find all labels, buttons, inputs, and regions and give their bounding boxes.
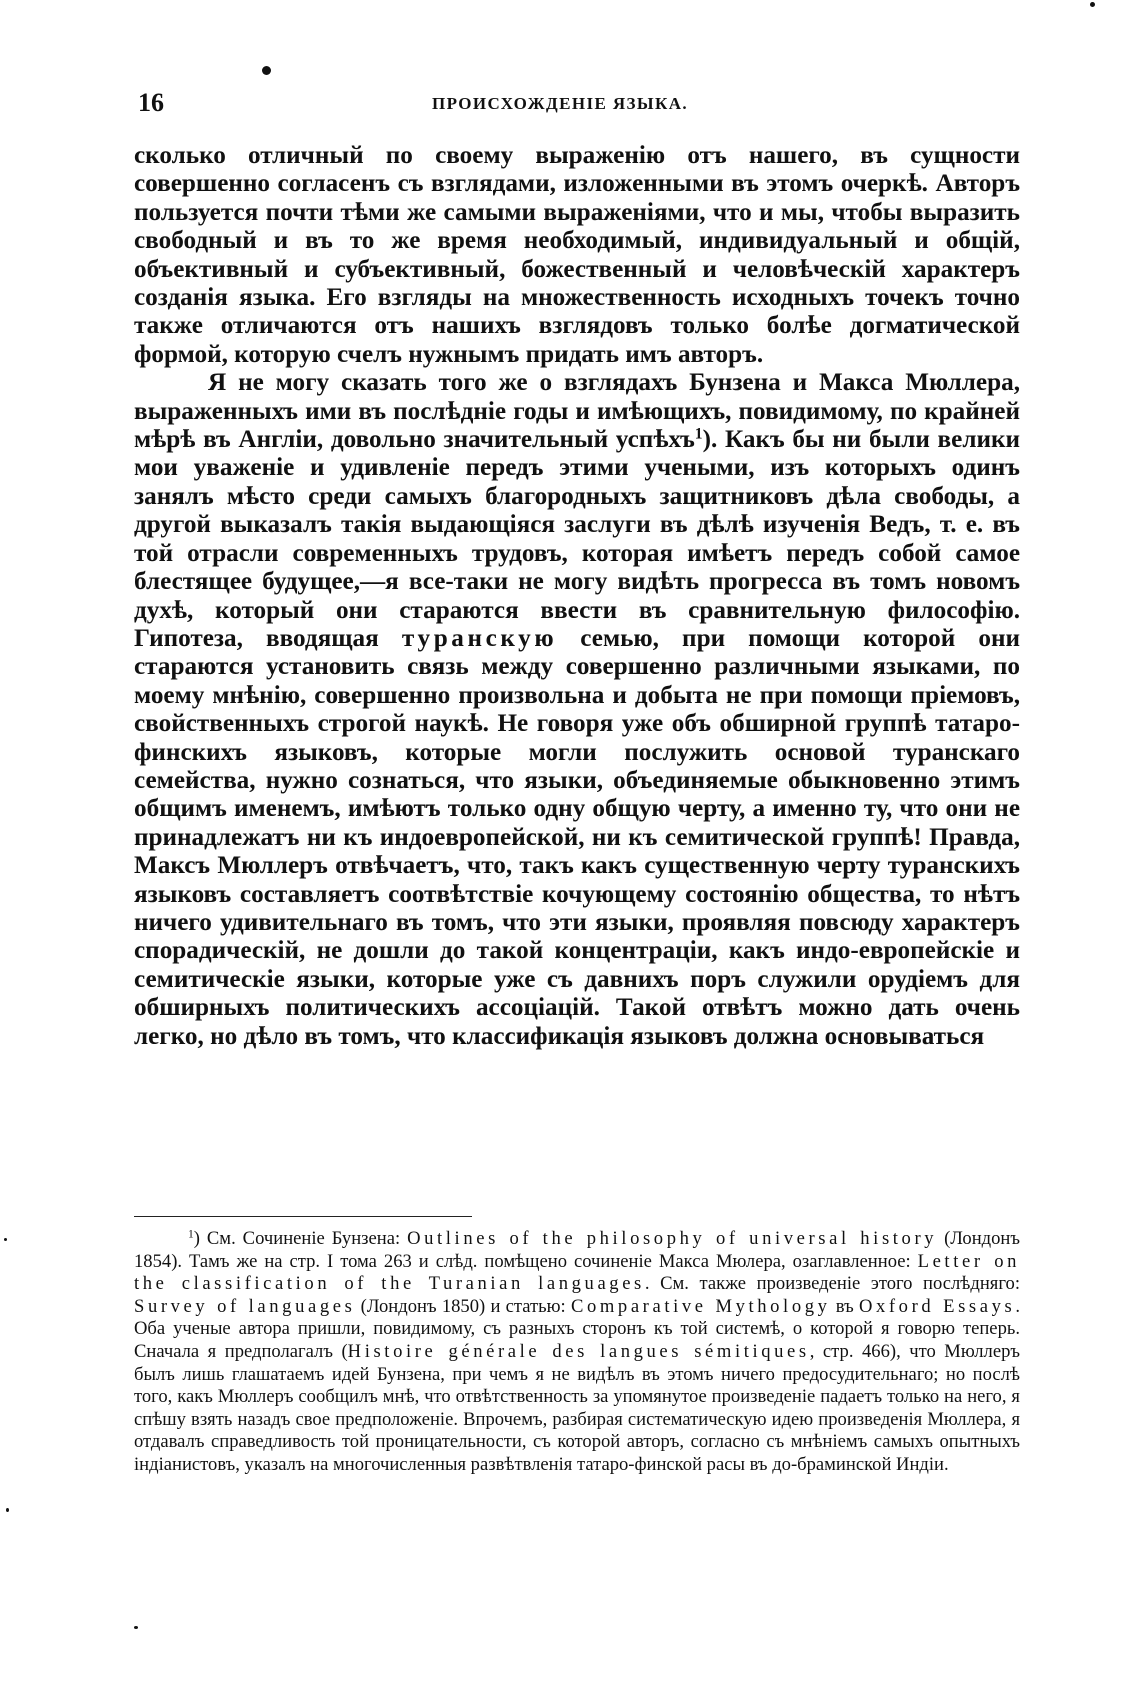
page-header <box>138 88 1022 122</box>
footnote-title: Comparative Mythology <box>570 1295 831 1317</box>
paragraph-2-part-c: семью, при помощи которой они стараются установить связь между совершенно различными языками, по моему мнѣнію, совершенно произвольна и добыта не при помощи пріемовъ, свойственныхъ строгой наукѣ. Не говоря уже объ обширной группѣ татаро-финскихъ языковъ, которые могли послужить основой туранскаго семейства, нужно сознаться, что языки, объединяемые обыкновенно этимъ общимъ именемъ, имѣютъ только одну общую черту, а именно ту, что они не принадлежатъ ни къ индоевропейской, ни къ семитической группѣ! Правда, Максъ Мюллеръ отвѣчаетъ, что, такъ какъ существенную черту туранскихъ языковъ составляетъ соотвѣтствіе кочующему состоянію общества, то нѣтъ ничего удивительнаго въ томъ, что эти языки, проявляя повсюду характеръ спорадическій, не дошли до такой концентраціи, какъ индо-европейскіе и семитическіе языки, которые уже съ давнихъ поръ служили орудіемъ для обширныхъ политическихъ ассоціацій. Такой отвѣтъ можно дать очень легко, но дѣло въ томъ, что классификація языковъ должна основываться <box>134 624 1020 1050</box>
footnote-divider <box>134 1216 472 1217</box>
footnote-title: Letter on the classification of the Turanian languages <box>134 1250 1020 1295</box>
footnote-block <box>134 1228 1020 1477</box>
footnote-title: Survey of languages <box>134 1295 356 1317</box>
paragraph-2-part-a: Я не могу сказать того же о взглядахъ Бунзена и Макса Мюллера, выраженныхъ ими въ послѣдніе годы и имѣющихъ, повидимому, по крайней мѣрѣ въ Англіи, довольно значительный успѣхъ <box>134 369 1020 454</box>
footnote-text: ) См. Сочиненіе Бунзена: <box>193 1228 408 1249</box>
footnote-text: въ <box>830 1295 859 1317</box>
footnote-text: . Оба ученые автора пришли, повидимому, съ разныхъ сторонъ къ той системѣ, о которой я говорю теперь. Сначала я предполагалъ ( <box>134 1295 1020 1362</box>
page-number: 16 <box>138 88 164 117</box>
running-title: ПРОИСХОЖДЕНІЕ ЯЗЫКА. <box>432 94 689 113</box>
footnote-marker: 1 <box>188 1228 194 1241</box>
main-text <box>134 142 1020 1051</box>
paragraph-1: сколько отличный по своему выраженію отъ нашего, въ сущности совершенно согласенъ съ взглядами, изложенными въ этомъ очеркѣ. Авторъ пользуется почти тѣми же самыми выраженіями, что и мы, чтобы выразить свободный и въ то же время необходимый, индивидуальный и общій, объективный и субъективный, божественный и человѣческій характеръ созданія языка. Его взгляды на множественность исходныхъ точекъ точно также отличаются отъ нашихъ взглядовъ только болѣе догматической формой, которую счелъ нужнымъ придать имъ авторъ. <box>134 142 1020 368</box>
spaced-term-turanian: туранскую <box>401 624 558 652</box>
footnote-title: Outlines of the philosophy of universal history <box>407 1228 938 1249</box>
footnote-text: , стр. 466), что Мюллеръ былъ лишь глашатаемъ идей Бунзена, при чемъ я не видѣлъ въ этомъ ничего предосудительнаго; но послѣ того, какъ Мюллеръ сообщилъ мнѣ, что отвѣтственность за упомянутое произведеніе падаетъ только на него, я спѣшу взять назадъ свое предположеніе. Впрочемъ, разбирая систематическую идею произведенія Мюллера, я отдавалъ справедливость той проницательности, съ которой авторъ, согласно съ мнѣніемъ самыхъ опытныхъ індіанистовъ, указалъ на многочисленныя развѣтвленія татаро-финской расы въ до-браминской Индіи. <box>134 1340 1020 1475</box>
paragraph-2-part-b: ). Какъ бы ни были велики мои уваженіе и удивленіе передъ этими учеными, изъ которыхъ одинъ занялъ мѣсто среди самыхъ благородныхъ защитниковъ дѣла свободы, а другой выказалъ такія выдающіяся заслуги въ дѣлѣ изученія Ведъ, т. е. въ той отрасли современныхъ трудовъ, которая имѣетъ передъ собой самое блестящее будущее,—я все-таки не могу видѣть прогресса въ томъ новомъ духѣ, который они стараются ввести въ сравнительную философію. Гипотеза, вводящая <box>134 426 1020 652</box>
ink-speck <box>262 66 271 75</box>
paragraph-2 <box>134 369 1020 1051</box>
ink-speck <box>134 1626 138 1629</box>
footnote-text: (Лондонъ 1850) и статью: <box>355 1295 571 1317</box>
footnote-text: . См. также произведеніе этого послѣдняго: <box>644 1273 1020 1295</box>
footnote-title: Oxford Essays <box>858 1295 1016 1317</box>
ink-speck <box>4 1238 7 1241</box>
footnote-1 <box>134 1228 1020 1477</box>
ink-speck <box>6 1508 9 1512</box>
footnote-title: Histoire générale des langues sémitiques <box>347 1340 810 1362</box>
footnote-reference: 1 <box>694 425 703 443</box>
ink-speck <box>1090 2 1095 7</box>
footnote-text: (Лондонъ 1854). Тамъ же на стр. I тома 263 и слѣд. помѣщено сочиненіе Макса Мюлера, озаглавленное: <box>134 1228 1020 1272</box>
